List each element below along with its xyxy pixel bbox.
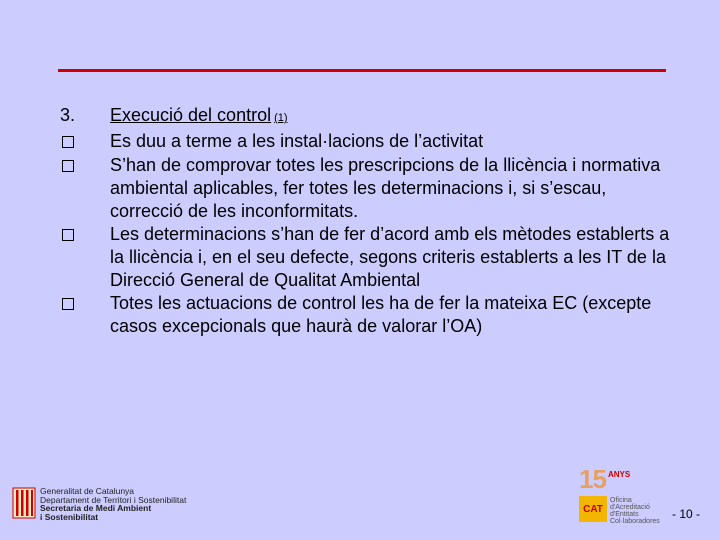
- gencat-logo: [12, 486, 202, 526]
- bullet-text: Les determinacions s’han de fer d’acord amb els mètodes establerts a la llicència i, en el seu defecte, segons criteris establerts a les IT de la Direcció General de Qualitat Ambiental: [110, 224, 670, 290]
- footnote-ref: (1): [274, 112, 288, 124]
- section-heading: [60, 104, 670, 130]
- checkbox-bullet-icon: [62, 229, 74, 241]
- gencat-line: Secretaria de Medi Ambient: [40, 503, 152, 514]
- checkbox-bullet-icon: [62, 298, 74, 310]
- oa-line: d'Entitats: [610, 511, 639, 518]
- list-item: [60, 223, 670, 292]
- checkbox-bullet-icon: [62, 160, 74, 172]
- list-item: [60, 130, 670, 154]
- anniversary-label: ANYS: [608, 470, 631, 479]
- section-title: Execució del control: [110, 105, 272, 125]
- gencat-line: i Sostenibilitat: [40, 511, 99, 522]
- list-item: [60, 154, 670, 223]
- slide-content: [60, 104, 670, 338]
- section-number: 3.: [60, 105, 76, 125]
- gencat-line: Departament de Territori i Sostenibilitat: [40, 494, 187, 505]
- cat-badge: CAT: [579, 496, 607, 522]
- bullet-text: Es duu a terme a les instal·lacions de l’activitat: [110, 131, 484, 151]
- oa-line: d'Acreditació: [610, 504, 650, 511]
- bullet-text: S’han de comprovar totes les prescripcions de la llicència i normativa ambiental aplicables, fer totes les determinacions i, si s’escau, correcció de les inconformitats.: [110, 155, 661, 221]
- page-number: - 10 -: [672, 507, 701, 521]
- list-item: [60, 292, 670, 338]
- title-divider: [58, 69, 666, 72]
- gencat-line: Generalitat de Catalunya: [40, 486, 135, 496]
- checkbox-bullet-icon: [62, 136, 74, 148]
- bullet-text: Totes les actuacions de control les ha de fer la mateixa EC (excepte casos excepcionals que haurà de valorar l’OA): [110, 293, 652, 336]
- oa-line: Oficina: [610, 497, 632, 504]
- anniversary-number: 15: [579, 464, 606, 494]
- gencat-emblem-icon: [12, 486, 36, 520]
- oa-logo: [579, 466, 679, 528]
- oa-line: Col·laboradores: [610, 518, 660, 525]
